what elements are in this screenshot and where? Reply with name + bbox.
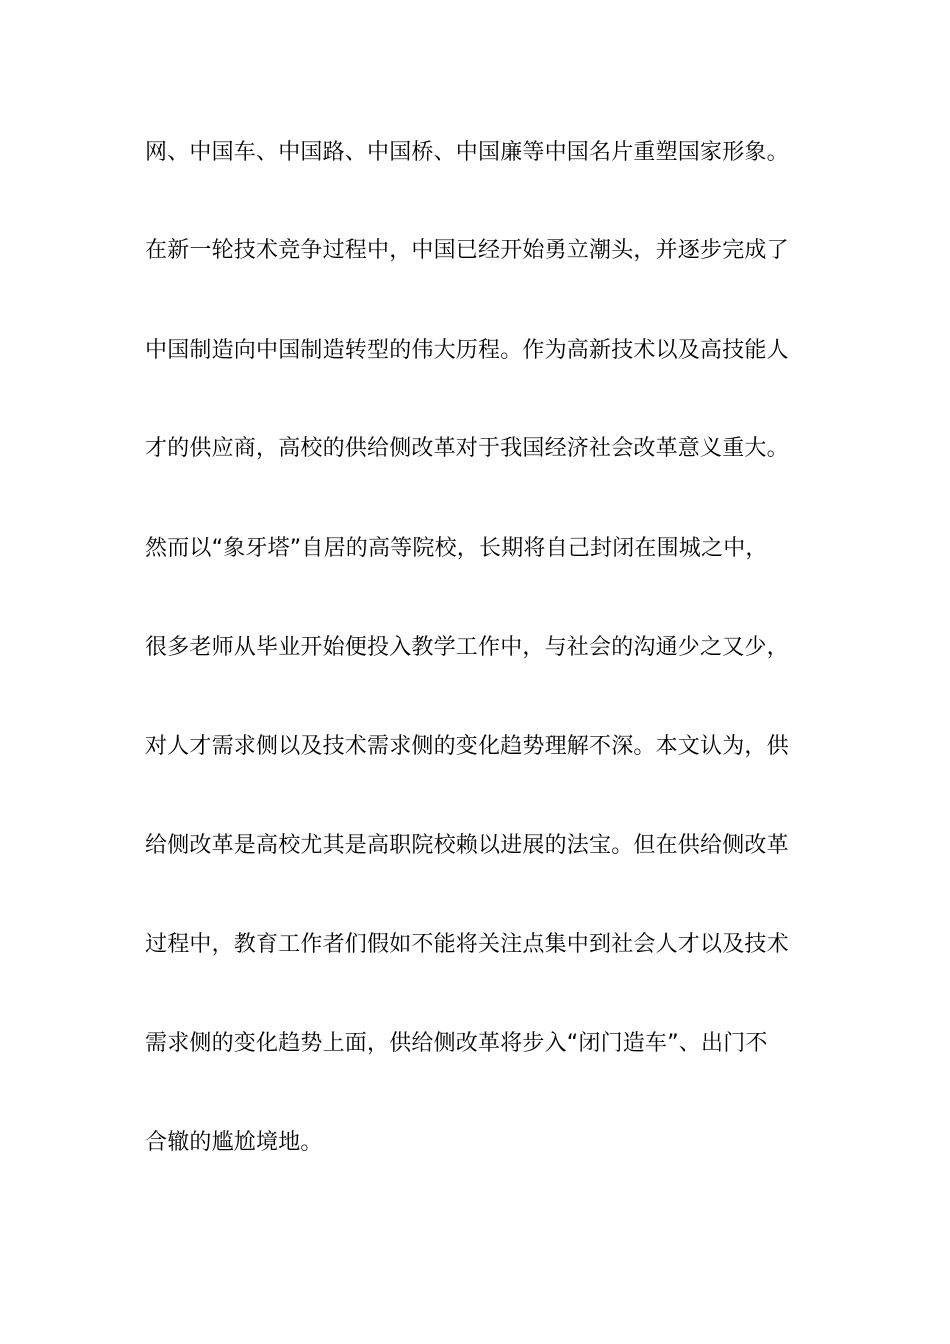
text-line: 才的供应商，高校的供给侧改革对于我国经济社会改革意义重大。 <box>145 436 789 461</box>
text-line: 中国制造向中国制造转型的伟大历程。作为高新技术以及高技能人 <box>145 338 789 363</box>
text-line: 在新一轮技术竞争过程中，中国已经开始勇立潮头，并逐步完成了 <box>145 238 789 263</box>
text-line: 对人才需求侧以及技术需求侧的变化趋势理解不深。本文认为，供 <box>145 734 789 759</box>
text-line: 然而以“象牙塔”自居的高等院校，长期将自己封闭在围城之中， <box>145 536 768 561</box>
text-line: 过程中，教育工作者们假如不能将关注点集中到社会人才以及技术 <box>145 932 789 957</box>
text-line: 很多老师从毕业开始便投入教学工作中，与社会的沟通少之又少， <box>145 635 789 660</box>
text-line: 给侧改革是高校尤其是高职院校赖以进展的法宝。但在供给侧改革 <box>145 833 789 858</box>
text-line: 网、中国车、中国路、中国桥、中国廉等中国名片重塑国家形象。 <box>145 140 789 165</box>
text-line: 合辙的尴尬境地。 <box>145 1130 323 1155</box>
text-line: 需求侧的变化趋势上面，供给侧改革将步入“闭门造车”、出门不 <box>145 1031 768 1056</box>
